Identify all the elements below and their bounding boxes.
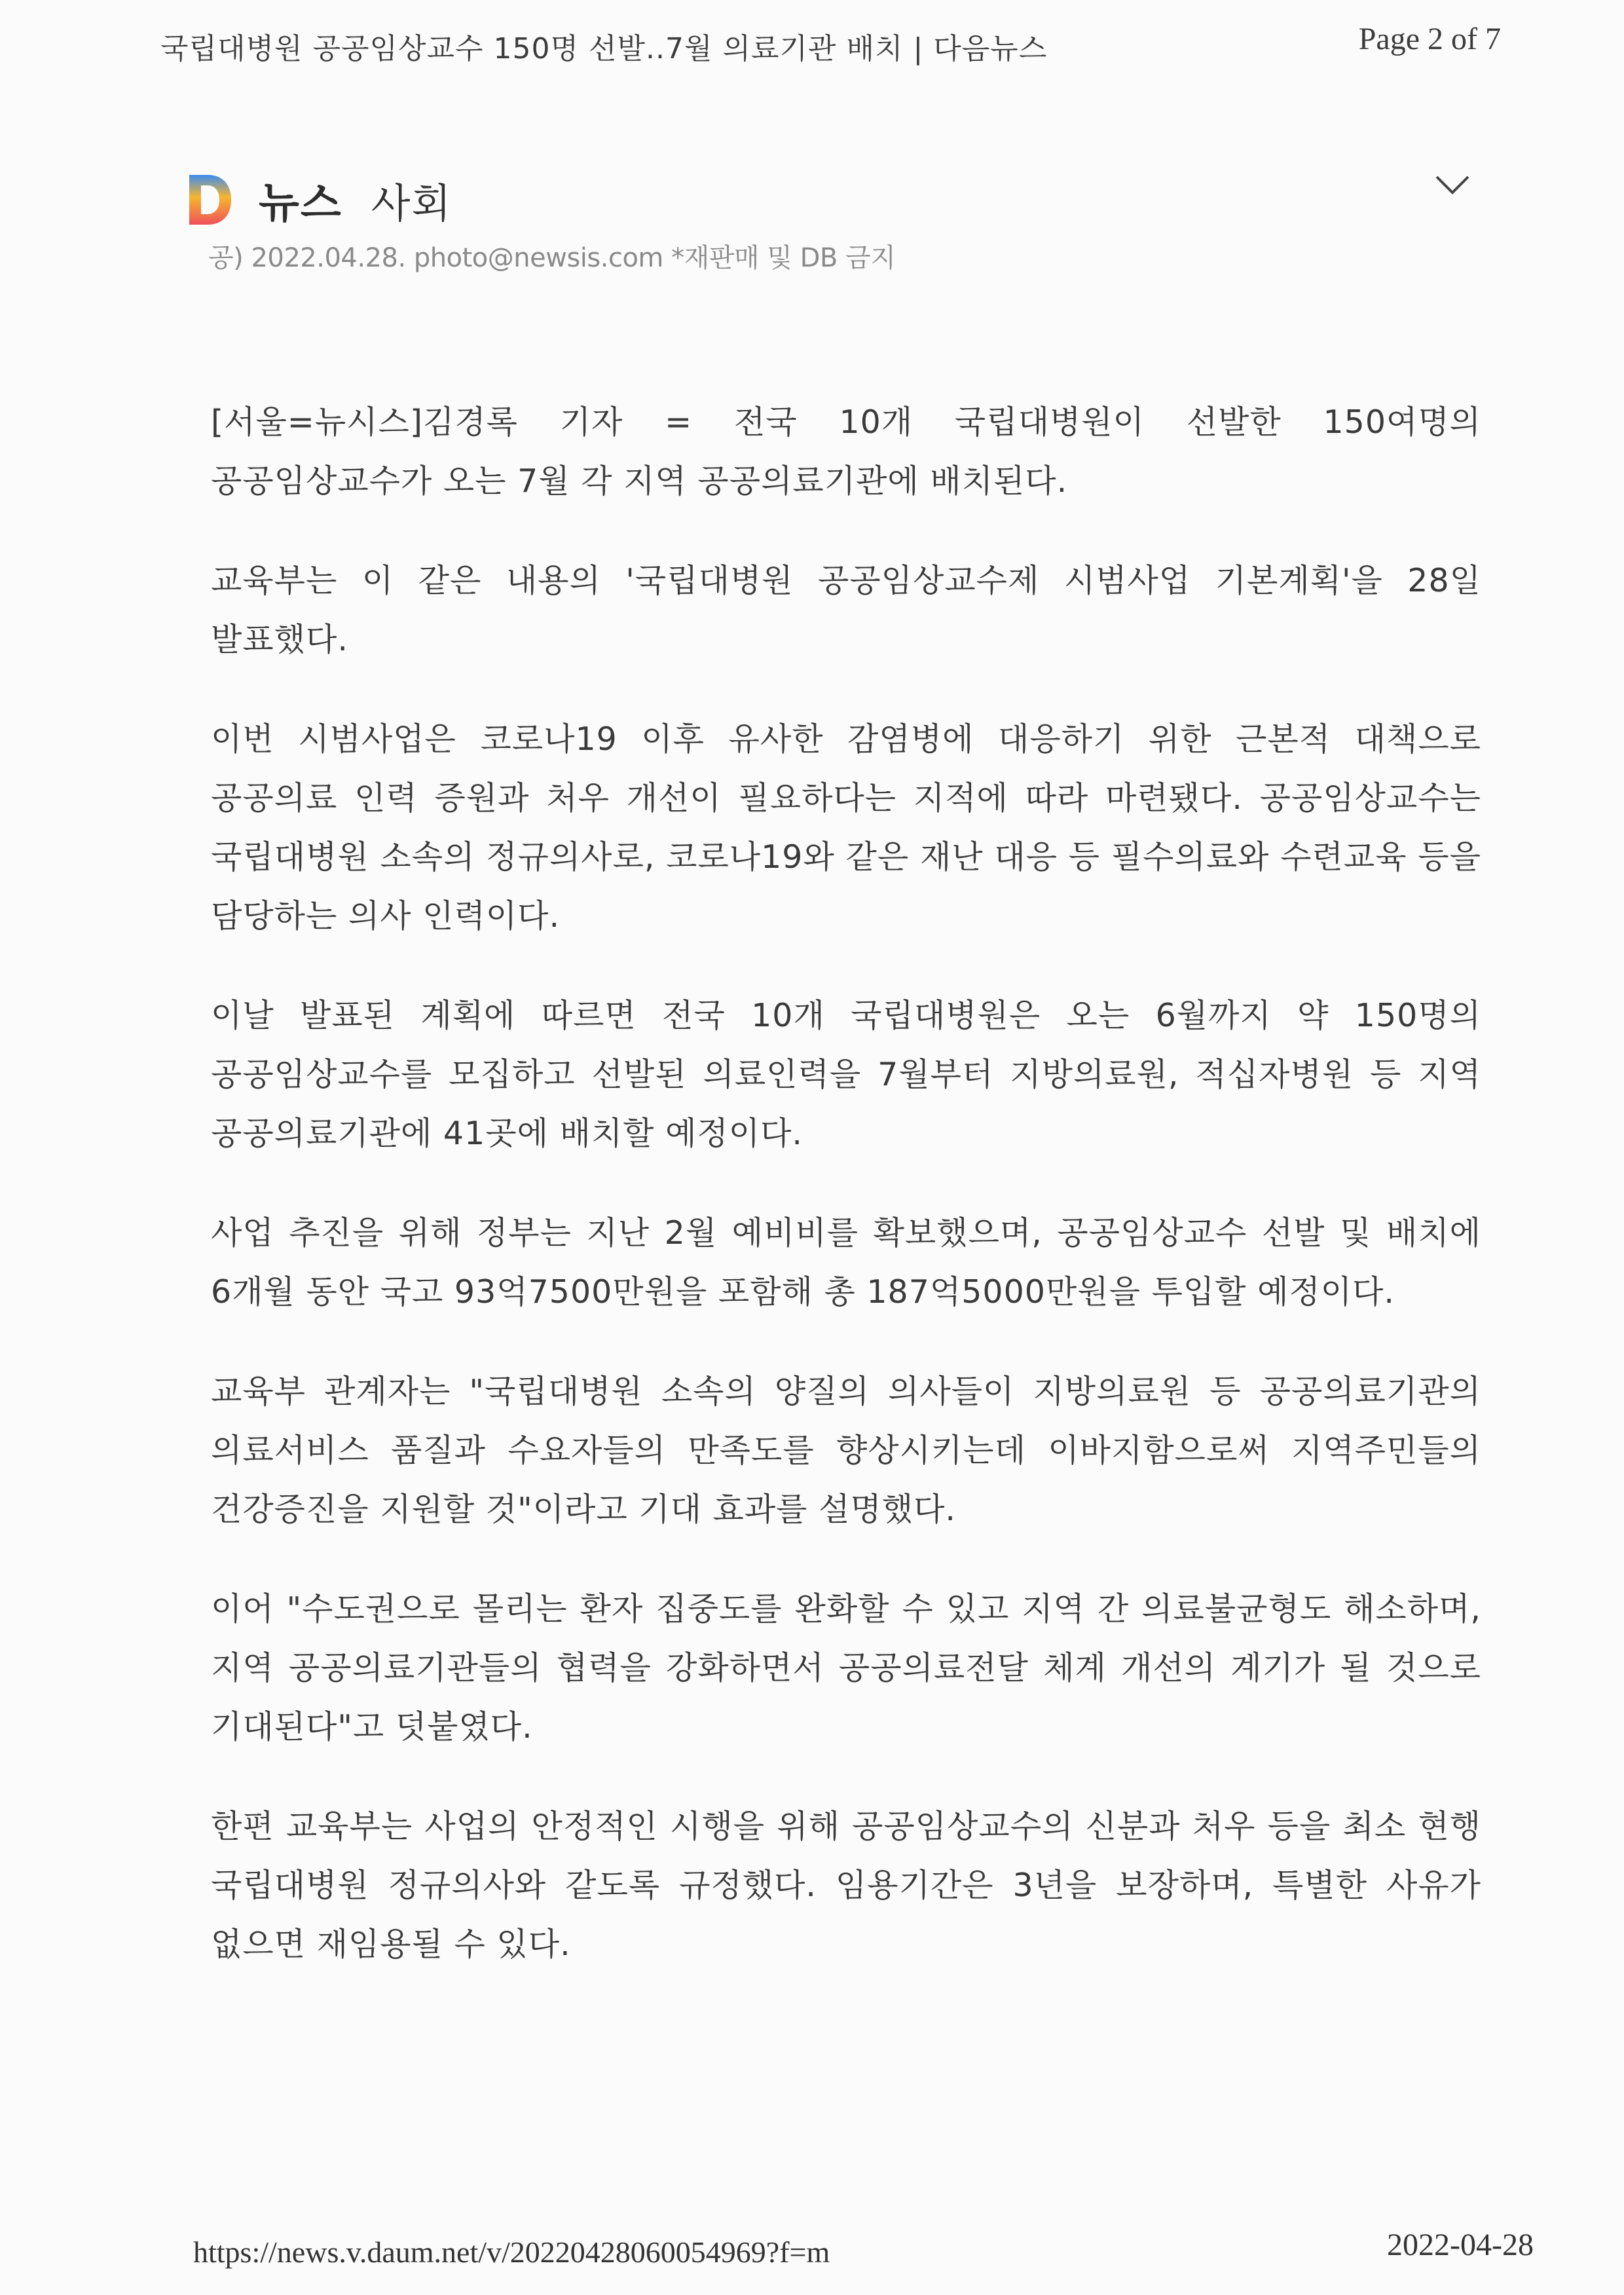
print-page-indicator: Page 2 of 7 — [1358, 22, 1501, 56]
photo-caption: 공) 2022.04.28. photo@newsis.com *재판매 및 DB 금지 — [208, 243, 896, 273]
article-paragraph: 사업 추진을 위해 정부는 지난 2월 예비비를 확보했으며, 공공임상교수 선발 및 배치에 6개월 동안 국고 93억7500만원을 포함해 총 187억5000만원을 투입할 예정이다. — [211, 1214, 1481, 1311]
daum-logo-icon[interactable] — [187, 172, 234, 227]
print-footer-date: 2022-04-28 — [1387, 2228, 1534, 2262]
chevron-down-icon[interactable] — [1433, 172, 1472, 198]
article-paragraph: 이날 발표된 계획에 따르면 전국 10개 국립대병원은 오는 6월까지 약 150명의 공공임상교수를 모집하고 선발된 의료인력을 7월부터 지방의료원, 적십자병원 등 지역 공공의료기관에 41곳에 배치할 예정이다. — [211, 997, 1481, 1152]
article-paragraph: 이어 "수도권으로 몰리는 환자 집중도를 완화할 수 있고 지역 간 의료불균형도 해소하며, 지역 공공의료기관들의 협력을 강화하면서 공공의료전달 체계 개선의 계기가 될 것으로 기대된다"고 덧붙였다. — [211, 1590, 1481, 1745]
site-header — [187, 167, 452, 233]
article-paragraph: 교육부는 이 같은 내용의 '국립대병원 공공임상교수제 시범사업 기본계획'을 28일 발표했다. — [211, 562, 1481, 658]
print-header-title: 국립대병원 공공임상교수 150명 선발..7월 의료기관 배치 | 다음뉴스 — [160, 32, 1048, 65]
article-paragraph: 한편 교육부는 사업의 안정적인 시행을 위해 공공임상교수의 신분과 처우 등을 최소 현행 국립대병원 정규의사와 같도록 규정했다. 임용기간은 3년을 보장하며, 특별한 사유가 없으면 재임용될 수 있다. — [211, 1808, 1481, 1963]
article-body — [211, 393, 1481, 2015]
article-paragraph: 이번 시범사업은 코로나19 이후 유사한 감염병에 대응하기 위한 근본적 대책으로 공공의료 인력 증원과 처우 개선이 필요하다는 지적에 따라 마련됐다. 공공임상교수는 국립대병원 소속의 정규의사로, 코로나19와 같은 재난 대응 등 필수의료와 수련교육 등을 담당하는 의사 인력이다. — [211, 720, 1481, 935]
section-society-link[interactable]: 사회 — [371, 179, 452, 227]
article-paragraph: 교육부 관계자는 "국립대병원 소속의 양질의 의사들이 지방의료원 등 공공의료기관의 의료서비스 품질과 수요자들의 만족도를 향상시키는데 이바지함으로써 지역주민들의 건강증진을 지원할 것"이라고 기대 효과를 설명했다. — [211, 1373, 1481, 1528]
section-news-link[interactable]: 뉴스 — [259, 179, 342, 228]
article-paragraph: [서울=뉴시스]김경록 기자 = 전국 10개 국립대병원이 선발한 150여명의 공공임상교수가 오는 7월 각 지역 공공의료기관에 배치된다. — [211, 403, 1481, 500]
print-footer-url: https://news.v.daum.net/v/20220428060054969?f=m — [193, 2235, 830, 2269]
